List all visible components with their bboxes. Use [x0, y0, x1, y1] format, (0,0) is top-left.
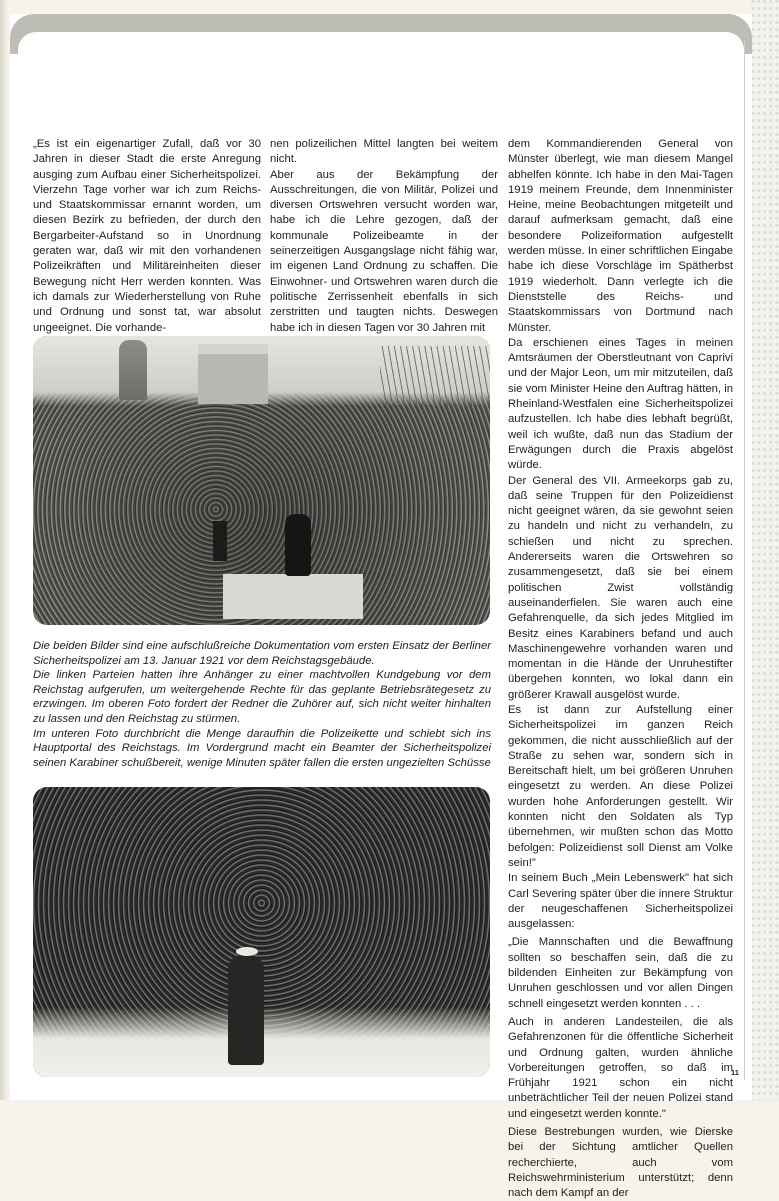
paragraph: Da erschienen eines Tages in meinen Amtsräumen der Oberstleutnant von Caprivi und der Major Leon, um mir mitzuteilen, daß sie vom Minister Heine den Auftrag hätten, in Rheinland-Westfalen eine Sicherheitspolizei aufzustellen. Ich habe dies lebhaft begrüßt, weil ich wußte, daß nun das Stadium der Erwägungen durch die Praxis abgelöst würde.	[508, 336, 733, 472]
paragraph: In seinem Buch „Mein Lebenswerk" hat sich Carl Severing später über die innere Struktur der neugeschaffenen Sicherheitspolizei ausgelassen:	[508, 872, 733, 931]
paragraph: Diese Bestrebungen wurden, wie Dierske bei der Sichtung amtlicher Quellen recherchierte, auch vom Reichswehrministerium unterstützt; denn nach dem Kampf an der	[508, 1126, 733, 1200]
photo-flag	[213, 521, 227, 561]
paragraph: Der General des VII. Armeekorps gab zu, daß seine Truppen für den Polizeidienst nicht geeignet wären, da sie gewohnt seien zu handeln und nicht zu verhandeln, zu schießen und nicht zu sprechen. Andererseits waren die Ortswehren so zusammengesetzt, daß sie bei einem politischen Zwist vollständig auseinanderfielen. Sie waren auch eine Gefahrenquelle, da sich jedes Mitglied im Besitz eines Karabiners befand und auch Maschinengewehre vorhanden waren und momentan in die Hände der Unruhestifter übergehen konnten, wo lokal dann ein größerer Krawall ausgelöst wurde.	[508, 474, 733, 701]
paragraph: Es ist dann zur Aufstellung einer Sicherheitspolizei im ganzen Reich gekommen, die nicht ausschließlich auf der Straße zu sehen war, sondern sich in Bereitschaft hielt, um bei größeren Unruhen eingesetzt zu werden. An diese Polizei wurden hohe Anforderungen gestellt. Wir konnten nicht den Soldaten als Typ übernehmen, wir mußten schon das Motto befolgen: Polizeidienst soll Dienst am Volke sein!"	[508, 703, 733, 869]
caption-paragraph: Die linken Parteien hatten ihre Anhänger zu einer machtvollen Kundgebung vor dem Reichstag aufgerufen, um weitergehende Rechte für das geplante Betriebsrätegesetz zu erzwingen. Im oberen Foto fordert der Redner die Zuhörer auf, sich nicht weiter hinhalten zu lassen und den Reichstag zu stürmen.	[33, 669, 491, 725]
paragraph: „Es ist ein eigenartiger Zufall, daß vor 30 Jahren in dieser Stadt die erste Anregung ausging zum Aufbau einer Sicherheitspolizei. Vierzehn Tage vorher war ich zum Reichs- und Staatskommissar ernannt worden, um diesen Bezirk zu befrieden, der durch den Bergarbeiter-Aufstand so in Unordnung geraten war, daß wir mit den vorhandenen Polizeikräften und Militäreinheiten dieser Bewegung nicht Herr werden konnten. Was ich damals zur Wiederherstellung von Ruhe und Ordnung und sonst tat, war absolut ungeeignet. Die vorhande-	[33, 138, 261, 334]
page-number: 11	[731, 1068, 739, 1077]
photo-caption	[33, 639, 491, 770]
article-column-2	[270, 137, 498, 336]
caption-paragraph: Die beiden Bilder sind eine aufschlußreiche Dokumentation vom ersten Einsatz der Berliner Sicherheitspolizei am 13. Januar 1921 vor dem Reichstagsgebäude.	[33, 640, 491, 667]
photo-speaker	[285, 514, 311, 576]
scan-margin	[751, 0, 779, 1100]
photo-monument	[198, 344, 268, 404]
paragraph: Aber aus der Bekämpfung der Ausschreitungen, die von Militär, Polizei und diversen Ortswehren versucht worden war, habe ich die Lehre gezogen, daß der kommunale Polizeibeamte in der seinerzeitigen Ausgangslage nicht fähig war, im eigenen Land Ordnung zu schaffen. Die Einwohner- und Ortswehren waren durch die politische Zerrissenheit ebenfalls in sich zerstritten und taugten nichts. Deswegen habe ich in diesen Tagen vor 30 Jahren mit	[270, 168, 498, 334]
photo-crowd-police	[33, 787, 490, 1077]
photo-statue	[119, 340, 147, 400]
article-column-1	[33, 137, 261, 336]
photo-trees	[380, 346, 490, 406]
quote-paragraph: Auch in anderen Landesteilen, die als Gefahrenzonen für die öffentliche Sicherheit und Ordnung galten, wurden ähnliche Vorbereitungen getroffen, so daß im Frühjahr 1921 schon ein nicht unbeträchtlicher Teil der neuen Polizei stand und eingesetzt werden konnte."	[508, 1015, 733, 1120]
quote-paragraph: „Die Mannschaften und die Bewaffnung sollten so beschaffen sein, daß die zu bildenden Einheiten zur Bekämpfung von Unruhen geschlossen und vor allen Dingen schnell eingesetzt werden konnten . . .	[508, 936, 733, 1010]
photo-platform	[223, 574, 363, 619]
photo-officer-cap	[236, 947, 258, 956]
photo-rally	[33, 336, 490, 625]
photo-officer	[228, 955, 264, 1065]
page-binding-edge	[0, 0, 8, 1100]
paragraph: dem Kommandierenden General von Münster überlegt, wie man diesem Mangel abhelfen könnte. Ich habe in den Mai-Tagen 1919 meinem Freunde, dem Innenminister Heine, meine Beobachtungen mitgeteilt und darauf aufmerksam gemacht, daß eine besondere Polizeiformation aufgestellt werden müsse. In einer schriftlichen Eingabe habe ich diese Vorschläge im Spätherbst 1919 wiederholt. Dann verlegte ich die Dienststelle des Reichs- und Staatskommissars von Dortmund nach Münster.	[508, 138, 733, 334]
caption-paragraph: Im unteren Foto durchbricht die Menge daraufhin die Polizeikette und schiebt sich ins Hauptportal des Reichstags. Im Vordergrund macht ein Beamter der Sicherheitspolizei seinen Karabiner schußbereit, wenige Minuten später fallen die ersten ungezielten Schüsse	[33, 727, 491, 769]
paragraph: nen polizeilichen Mittel langten bei weitem nicht.	[270, 138, 498, 166]
article-column-3	[508, 137, 733, 1201]
column-rule	[744, 40, 745, 1080]
header-inner	[18, 32, 744, 72]
